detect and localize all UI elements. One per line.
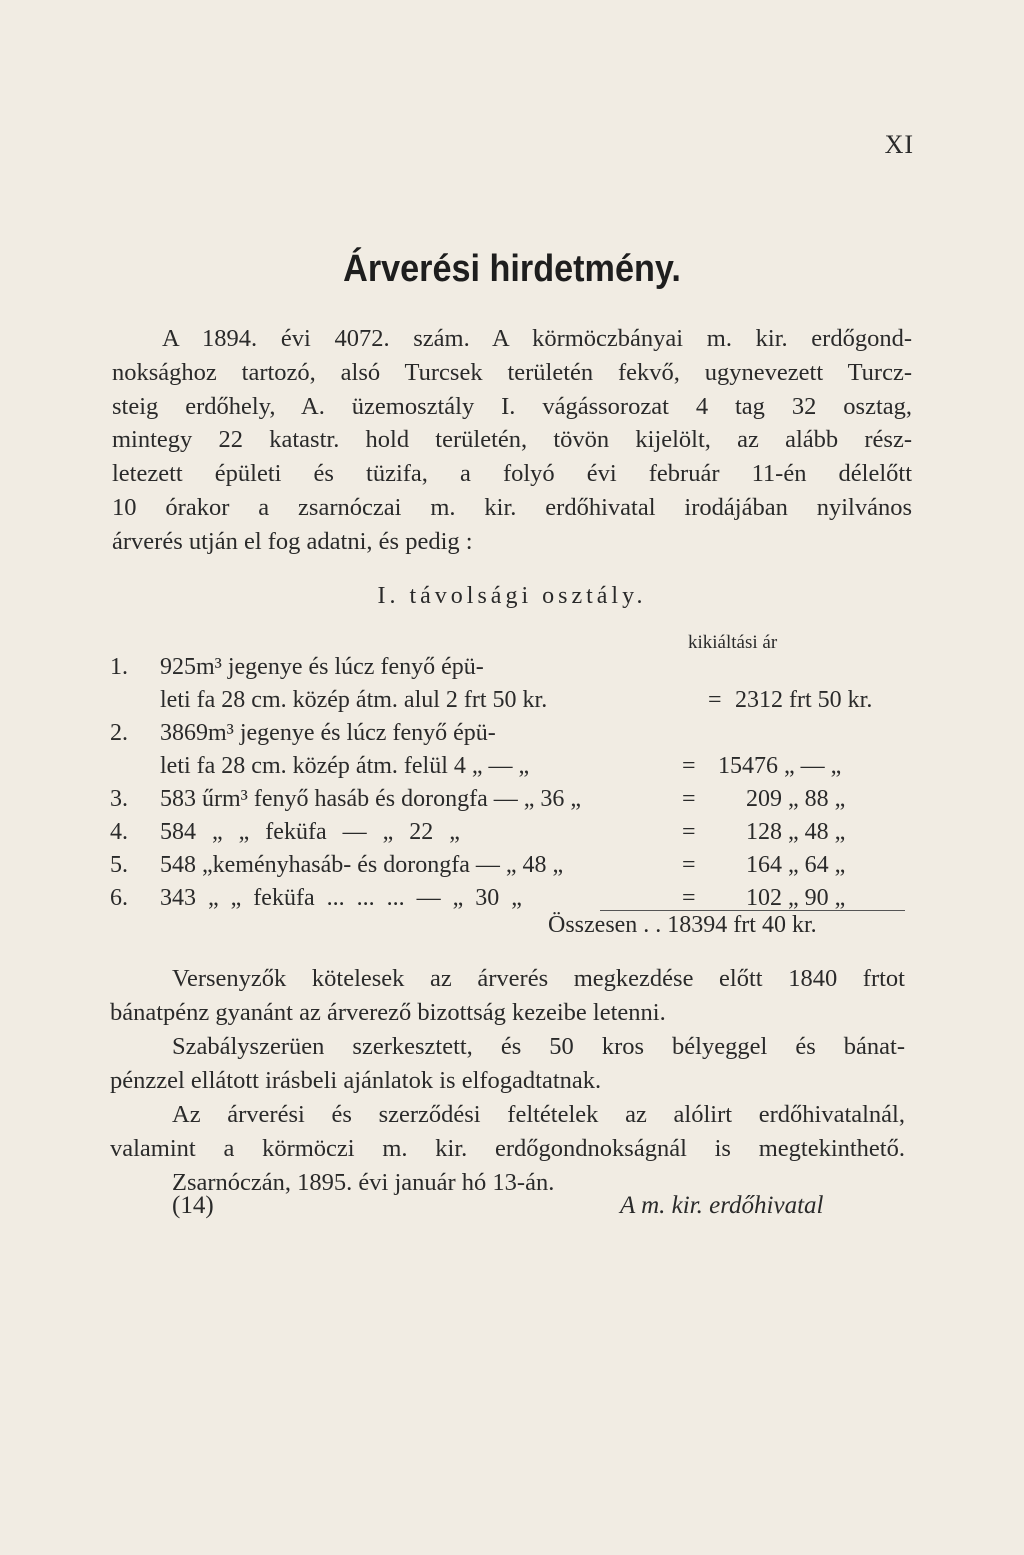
equals-sign: = [682, 786, 696, 812]
text-line: Szabályszerüen szerkesztett, és 50 kros bélyeggel és bánat- [172, 1033, 905, 1060]
item-description: 548 „keményhasáb- és dorongfa — „ 48 „ [160, 852, 564, 878]
item-description: 343 „ „ feküfa ... ... ... — „ 30 „ [160, 885, 522, 911]
item-price: 2312 frt 50 kr. [735, 687, 873, 713]
text-line: letezett épületi és tüzifa, a folyó évi február 11-én délelőtt [112, 460, 912, 488]
intro-paragraph [112, 322, 912, 559]
item-price: 102 „ 90 „ [746, 885, 846, 911]
text-line: Zsarnóczán, 1895. évi január hó 13-án. [172, 1169, 555, 1196]
item-price: 128 „ 48 „ [746, 819, 846, 845]
list-item [110, 786, 910, 820]
section-heading: I. távolsági osztály. [377, 583, 647, 609]
equals-sign: = [708, 687, 722, 713]
list-item [110, 753, 910, 787]
column-header: kikiáltási ár [688, 632, 778, 653]
footer-paragraph [110, 962, 905, 1200]
item-number: 5. [110, 852, 128, 878]
item-number: 3. [110, 786, 128, 812]
item-description: leti fa 28 cm. közép átm. alul 2 frt 50 kr. [160, 687, 548, 713]
total-sum: Összesen . . 18394 frt 40 kr. [548, 912, 817, 938]
item-number: 2. [110, 720, 128, 746]
equals-sign: = [682, 753, 696, 779]
signature: A m. kir. erdőhivatal [620, 1192, 824, 1219]
page-number: XI [884, 130, 914, 159]
text-line: noksághoz tartozó, alsó Turcsek területén fekvő, ugynevezett Turcz- [112, 358, 912, 386]
equals-sign: = [682, 885, 696, 911]
item-description: leti fa 28 cm. közép átm. felül 4 „ — „ [160, 753, 530, 779]
item-description: 583 űrm³ fenyő hasáb és dorongfa — „ 36 „ [160, 786, 582, 812]
list-item [110, 819, 910, 853]
notice-code: (14) [172, 1192, 214, 1219]
item-description: 3869m³ jegenye és lúcz fenyő épü- [160, 720, 496, 746]
text-line: pénzzel ellátott irásbeli ajánlatok is elfogadtatnak. [110, 1067, 602, 1094]
item-description: 925m³ jegenye és lúcz fenyő épü- [160, 654, 484, 680]
item-number: 4. [110, 819, 128, 845]
text-line: Versenyzők kötelesek az árverés megkezdése előtt 1840 frtot [172, 965, 905, 992]
text-line: steig erdőhely, A. üzemosztály I. vágássorozat 4 tag 32 osztag, [112, 392, 912, 420]
text-line: Az árverési és szerződési feltételek az alólirt erdőhivatalnál, [172, 1101, 905, 1128]
equals-sign: = [682, 852, 696, 878]
item-price: 164 „ 64 „ [746, 852, 846, 878]
text-line: árverés utján el fog adatni, és pedig : [112, 527, 473, 555]
list-item [110, 852, 910, 886]
list-item [110, 687, 910, 721]
total-divider [600, 910, 905, 911]
equals-sign: = [682, 819, 696, 845]
text-line: 10 órakor a zsarnóczai m. kir. erdőhivatal irodájában nyilvános [112, 493, 912, 521]
text-line: valamint a körmöczi m. kir. erdőgondnokságnál is megtekinthető. [110, 1135, 905, 1162]
text-line: A 1894. évi 4072. szám. A körmöczbányai m. kir. erdőgond- [162, 325, 912, 352]
item-price: 15476 „ — „ [718, 753, 842, 779]
text-line: mintegy 22 katastr. hold területén, tövön kijelölt, az alább rész- [112, 426, 912, 454]
item-price: 209 „ 88 „ [746, 786, 846, 812]
item-number: 6. [110, 885, 128, 911]
item-number: 1. [110, 654, 128, 680]
page-title: Árverési hirdetmény. [343, 248, 681, 290]
item-description: 584 „ „ feküfa — „ 22 „ [160, 819, 460, 845]
text-line: bánatpénz gyanánt az árverező bizottság kezeibe letenni. [110, 999, 666, 1026]
